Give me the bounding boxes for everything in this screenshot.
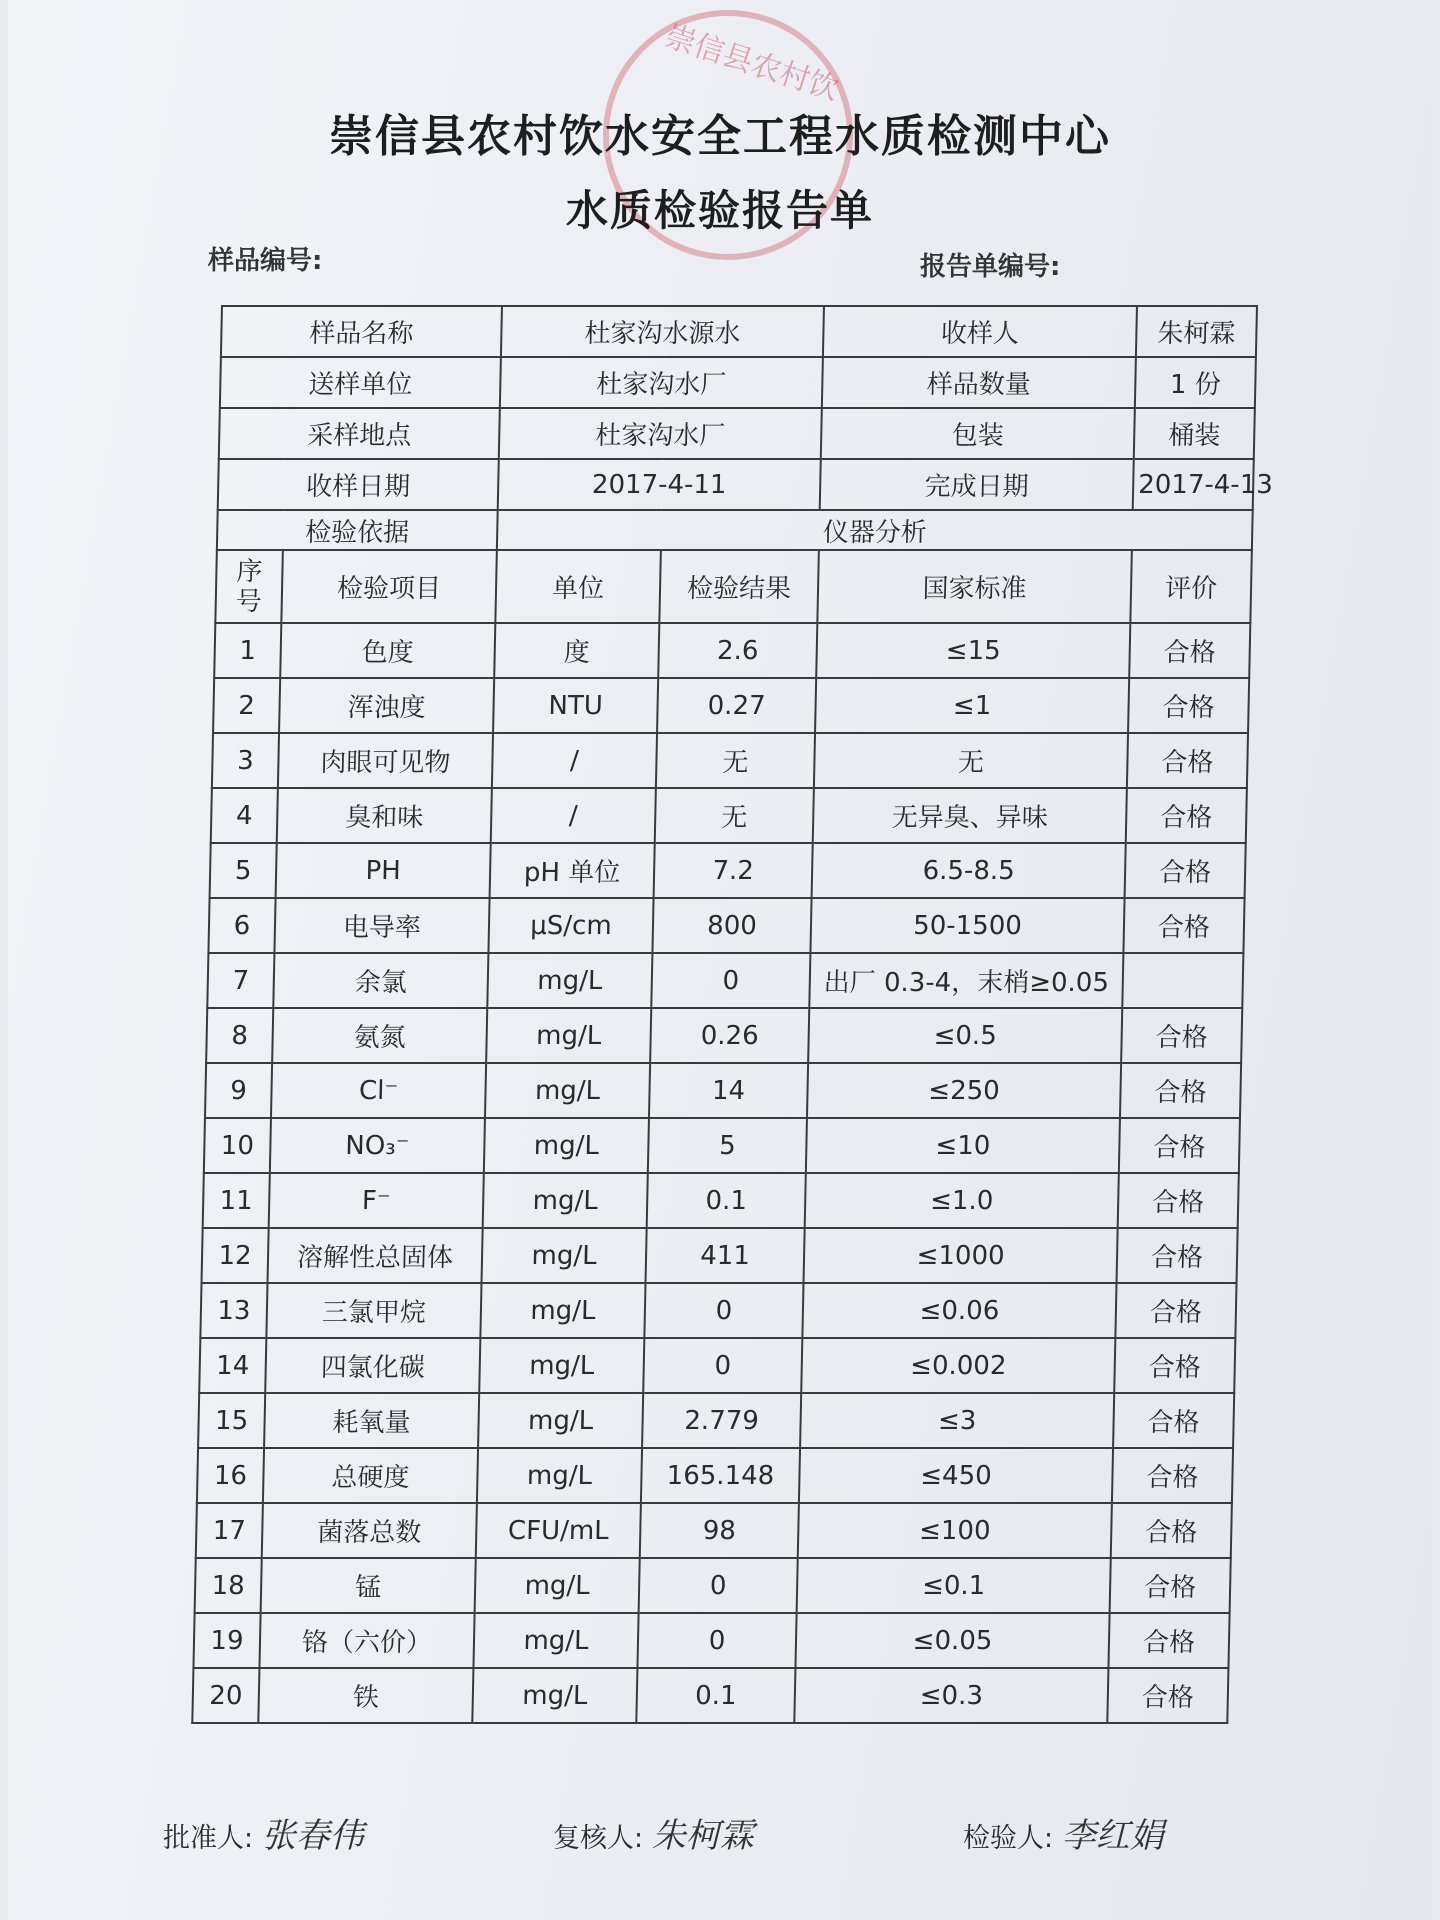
evaluation-cell: 合格 bbox=[1117, 1228, 1238, 1283]
table-row bbox=[212, 733, 1248, 788]
result-cell: 0 bbox=[643, 1338, 802, 1393]
evaluation-cell: 合格 bbox=[1120, 1063, 1241, 1118]
table-row bbox=[202, 1228, 1238, 1283]
evaluation-cell: 合格 bbox=[1107, 1668, 1228, 1723]
row-number-cell: 20 bbox=[192, 1668, 259, 1723]
table-row bbox=[200, 1283, 1236, 1338]
national-standard-cell: ≤0.5 bbox=[808, 1008, 1122, 1063]
table-row bbox=[207, 953, 1243, 1008]
row-number-cell: 10 bbox=[204, 1118, 271, 1173]
table-row bbox=[198, 1393, 1234, 1448]
info-row bbox=[219, 408, 1255, 459]
unit-cell: mg/L bbox=[473, 1613, 638, 1668]
evaluation-cell: 合格 bbox=[1129, 623, 1250, 678]
reviewer-label: 复核人: bbox=[553, 1823, 644, 1854]
quantity-value: 1 份 bbox=[1135, 357, 1256, 408]
receive-date-value: 2017-4-11 bbox=[498, 459, 821, 510]
result-cell: 411 bbox=[646, 1228, 805, 1283]
sender-label: 送样单位 bbox=[220, 357, 501, 408]
national-standard-cell: ≤0.05 bbox=[795, 1613, 1109, 1668]
evaluation-cell: 合格 bbox=[1110, 1558, 1231, 1613]
evaluation-cell bbox=[1122, 953, 1243, 1008]
sender-value: 杜家沟水厂 bbox=[500, 357, 823, 408]
unit-cell: mg/L bbox=[487, 953, 652, 1008]
evaluation-cell: 合格 bbox=[1114, 1338, 1235, 1393]
national-standard-cell: 6.5-8.5 bbox=[812, 843, 1126, 898]
test-item-cell: 菌落总数 bbox=[262, 1503, 477, 1558]
national-standard-cell: ≤0.1 bbox=[797, 1558, 1111, 1613]
result-cell: 无 bbox=[656, 733, 815, 788]
evaluation-cell: 合格 bbox=[1119, 1118, 1240, 1173]
national-standard-cell: ≤0.002 bbox=[801, 1338, 1115, 1393]
test-item-cell: 臭和味 bbox=[277, 788, 492, 843]
unit-cell: mg/L bbox=[484, 1118, 649, 1173]
unit-cell: mg/L bbox=[472, 1668, 637, 1723]
quantity-label: 样品数量 bbox=[822, 357, 1136, 408]
row-number-cell: 19 bbox=[193, 1613, 260, 1668]
table-row bbox=[204, 1118, 1240, 1173]
table-row bbox=[192, 1668, 1228, 1723]
row-number-cell: 2 bbox=[213, 678, 280, 733]
receive-date-label: 收样日期 bbox=[218, 459, 499, 510]
table-row bbox=[206, 1008, 1242, 1063]
reviewer-block bbox=[553, 1808, 754, 1857]
national-standard-cell: 50-1500 bbox=[810, 898, 1124, 953]
result-cell: 800 bbox=[652, 898, 811, 953]
unit-cell: 度 bbox=[494, 623, 659, 678]
test-item-cell: 色度 bbox=[280, 623, 495, 678]
test-item-cell: 铬（六价） bbox=[259, 1613, 474, 1668]
basis-value: 仪器分析 bbox=[497, 510, 1253, 550]
inspector-signature: 李红娟 bbox=[1061, 1816, 1164, 1856]
approver-signature: 张春伟 bbox=[261, 1816, 364, 1856]
unit-cell: CFU/mL bbox=[476, 1503, 641, 1558]
table-row bbox=[213, 678, 1249, 733]
national-standard-cell: ≤15 bbox=[816, 623, 1130, 678]
national-standard-cell: ≤3 bbox=[800, 1393, 1114, 1448]
test-item-cell: 浑浊度 bbox=[279, 678, 494, 733]
report-subtitle: 水质检验报告单 bbox=[565, 186, 874, 235]
test-item-cell: 锰 bbox=[261, 1558, 476, 1613]
test-item-cell: 耗氧量 bbox=[264, 1393, 479, 1448]
package-label: 包装 bbox=[821, 408, 1135, 459]
report-number-label: 报告单编号: bbox=[920, 252, 1061, 282]
evaluation-cell: 合格 bbox=[1123, 898, 1244, 953]
col-standard-header: 国家标准 bbox=[817, 550, 1132, 623]
unit-cell: mg/L bbox=[477, 1448, 642, 1503]
inspection-table bbox=[191, 305, 1274, 1724]
evaluation-cell: 合格 bbox=[1128, 678, 1249, 733]
national-standard-cell: 无 bbox=[814, 733, 1128, 788]
reviewer-signature: 朱柯霖 bbox=[651, 1816, 754, 1856]
national-standard-cell: ≤250 bbox=[807, 1063, 1121, 1118]
test-item-cell: F⁻ bbox=[269, 1173, 484, 1228]
evaluation-cell: 合格 bbox=[1126, 788, 1247, 843]
row-number-cell: 7 bbox=[207, 953, 274, 1008]
info-row bbox=[220, 357, 1256, 408]
result-cell: 2.779 bbox=[642, 1393, 801, 1448]
result-cell: 5 bbox=[648, 1118, 807, 1173]
row-number-cell: 18 bbox=[195, 1558, 262, 1613]
test-item-cell: NO₃⁻ bbox=[270, 1118, 485, 1173]
unit-cell: µS/cm bbox=[488, 898, 653, 953]
row-number-cell: 11 bbox=[203, 1173, 270, 1228]
info-row bbox=[218, 459, 1254, 510]
national-standard-cell: ≤1000 bbox=[804, 1228, 1118, 1283]
unit-cell: mg/L bbox=[486, 1008, 651, 1063]
row-number-cell: 14 bbox=[199, 1338, 266, 1393]
evaluation-cell: 合格 bbox=[1113, 1393, 1234, 1448]
col-seq-header: 序 号 bbox=[215, 550, 283, 623]
result-cell: 0 bbox=[639, 1558, 798, 1613]
test-item-cell: 溶解性总固体 bbox=[268, 1228, 483, 1283]
table-row bbox=[205, 1063, 1241, 1118]
table-row bbox=[203, 1173, 1239, 1228]
row-number-cell: 5 bbox=[210, 843, 277, 898]
test-item-cell: 肉眼可见物 bbox=[278, 733, 493, 788]
national-standard-cell: 无异臭、异味 bbox=[813, 788, 1127, 843]
unit-cell: mg/L bbox=[482, 1228, 647, 1283]
test-item-cell: 余氯 bbox=[273, 953, 488, 1008]
result-cell: 14 bbox=[649, 1063, 808, 1118]
sample-name-value: 杜家沟水源水 bbox=[501, 306, 824, 357]
table-row bbox=[208, 898, 1244, 953]
row-number-cell: 6 bbox=[208, 898, 275, 953]
result-cell: 7.2 bbox=[654, 843, 813, 898]
evaluation-cell: 合格 bbox=[1108, 1613, 1229, 1668]
table-row bbox=[193, 1613, 1229, 1668]
result-cell: 2.6 bbox=[658, 623, 817, 678]
national-standard-cell: ≤0.3 bbox=[794, 1668, 1108, 1723]
evaluation-cell: 合格 bbox=[1115, 1283, 1236, 1338]
sample-number-label: 样品编号: bbox=[208, 246, 323, 276]
unit-cell: pH 单位 bbox=[490, 843, 655, 898]
unit-cell: mg/L bbox=[480, 1283, 645, 1338]
result-cell: 0.27 bbox=[657, 678, 816, 733]
result-cell: 0 bbox=[637, 1613, 796, 1668]
national-standard-cell: ≤1.0 bbox=[805, 1173, 1119, 1228]
result-cell: 0.1 bbox=[636, 1668, 795, 1723]
table-row bbox=[196, 1503, 1232, 1558]
test-item-cell: Cl⁻ bbox=[271, 1063, 486, 1118]
report-title: 崇信县农村饮水安全工程水质检测中心 bbox=[329, 111, 1111, 162]
row-number-cell: 12 bbox=[202, 1228, 269, 1283]
evaluation-cell: 合格 bbox=[1111, 1503, 1232, 1558]
row-number-cell: 16 bbox=[197, 1448, 264, 1503]
row-number-cell: 15 bbox=[198, 1393, 265, 1448]
national-standard-cell: ≤450 bbox=[799, 1448, 1113, 1503]
unit-cell: mg/L bbox=[479, 1338, 644, 1393]
result-cell: 0 bbox=[651, 953, 810, 1008]
row-number-cell: 13 bbox=[200, 1283, 267, 1338]
test-item-cell: 三氯甲烷 bbox=[266, 1283, 481, 1338]
table-row bbox=[199, 1338, 1235, 1393]
row-number-cell: 8 bbox=[206, 1008, 273, 1063]
approver-block bbox=[163, 1808, 364, 1857]
row-number-cell: 4 bbox=[211, 788, 278, 843]
col-eval-header: 评价 bbox=[1130, 550, 1252, 623]
table-row bbox=[197, 1448, 1233, 1503]
unit-cell: mg/L bbox=[478, 1393, 643, 1448]
national-standard-cell: ≤10 bbox=[806, 1118, 1120, 1173]
test-item-cell: 电导率 bbox=[274, 898, 489, 953]
result-cell: 0 bbox=[644, 1283, 803, 1338]
inspector-label: 检验人: bbox=[963, 1823, 1054, 1854]
receiver-value: 朱柯霖 bbox=[1136, 306, 1257, 357]
row-number-cell: 1 bbox=[214, 623, 281, 678]
test-item-cell: 四氯化碳 bbox=[265, 1338, 480, 1393]
result-cell: 无 bbox=[655, 788, 814, 843]
inspector-block bbox=[963, 1808, 1164, 1857]
unit-cell: mg/L bbox=[475, 1558, 640, 1613]
evaluation-cell: 合格 bbox=[1127, 733, 1248, 788]
table-row bbox=[214, 623, 1250, 678]
location-label: 采样地点 bbox=[219, 408, 500, 459]
receiver-label: 收样人 bbox=[823, 306, 1137, 357]
col-item-header: 检验项目 bbox=[281, 550, 497, 623]
unit-cell: / bbox=[492, 733, 657, 788]
evaluation-cell: 合格 bbox=[1112, 1448, 1233, 1503]
national-standard-cell: 出厂 0.3-4，末梢≥0.05 bbox=[809, 953, 1123, 1008]
national-standard-cell: ≤1 bbox=[815, 678, 1129, 733]
basis-label: 检验依据 bbox=[217, 510, 498, 550]
result-cell: 0.1 bbox=[647, 1173, 806, 1228]
unit-cell: / bbox=[491, 788, 656, 843]
location-value: 杜家沟水厂 bbox=[499, 408, 822, 459]
row-number-cell: 9 bbox=[205, 1063, 272, 1118]
evaluation-cell: 合格 bbox=[1125, 843, 1246, 898]
test-item-cell: PH bbox=[276, 843, 491, 898]
result-cell: 0.26 bbox=[650, 1008, 809, 1063]
row-number-cell: 17 bbox=[196, 1503, 263, 1558]
result-cell: 165.148 bbox=[641, 1448, 800, 1503]
table-row bbox=[211, 788, 1247, 843]
evaluation-cell: 合格 bbox=[1121, 1008, 1242, 1063]
sample-name-label: 样品名称 bbox=[221, 306, 502, 357]
unit-cell: mg/L bbox=[485, 1063, 650, 1118]
table-row bbox=[195, 1558, 1231, 1613]
finish-date-label: 完成日期 bbox=[820, 459, 1134, 510]
col-unit-header: 单位 bbox=[495, 550, 661, 623]
national-standard-cell: ≤100 bbox=[798, 1503, 1112, 1558]
basis-row bbox=[217, 510, 1253, 550]
report-sheet bbox=[8, 0, 1432, 1920]
evaluation-cell: 合格 bbox=[1118, 1173, 1239, 1228]
unit-cell: mg/L bbox=[483, 1173, 648, 1228]
column-header-row bbox=[215, 550, 1252, 623]
result-cell: 98 bbox=[640, 1503, 799, 1558]
seal-text: 崇信县农村饮 bbox=[660, 18, 843, 108]
row-number-cell: 3 bbox=[212, 733, 279, 788]
table-row bbox=[210, 843, 1246, 898]
unit-cell: NTU bbox=[493, 678, 658, 733]
col-result-header: 检验结果 bbox=[659, 550, 819, 623]
test-item-cell: 铁 bbox=[258, 1668, 473, 1723]
info-row bbox=[221, 306, 1257, 357]
national-standard-cell: ≤0.06 bbox=[802, 1283, 1116, 1338]
package-value: 桶装 bbox=[1134, 408, 1255, 459]
test-item-cell: 氨氮 bbox=[272, 1008, 487, 1063]
approver-label: 批准人: bbox=[163, 1823, 254, 1854]
finish-date-value: 2017-4-13 bbox=[1133, 459, 1254, 510]
test-item-cell: 总硬度 bbox=[263, 1448, 478, 1503]
